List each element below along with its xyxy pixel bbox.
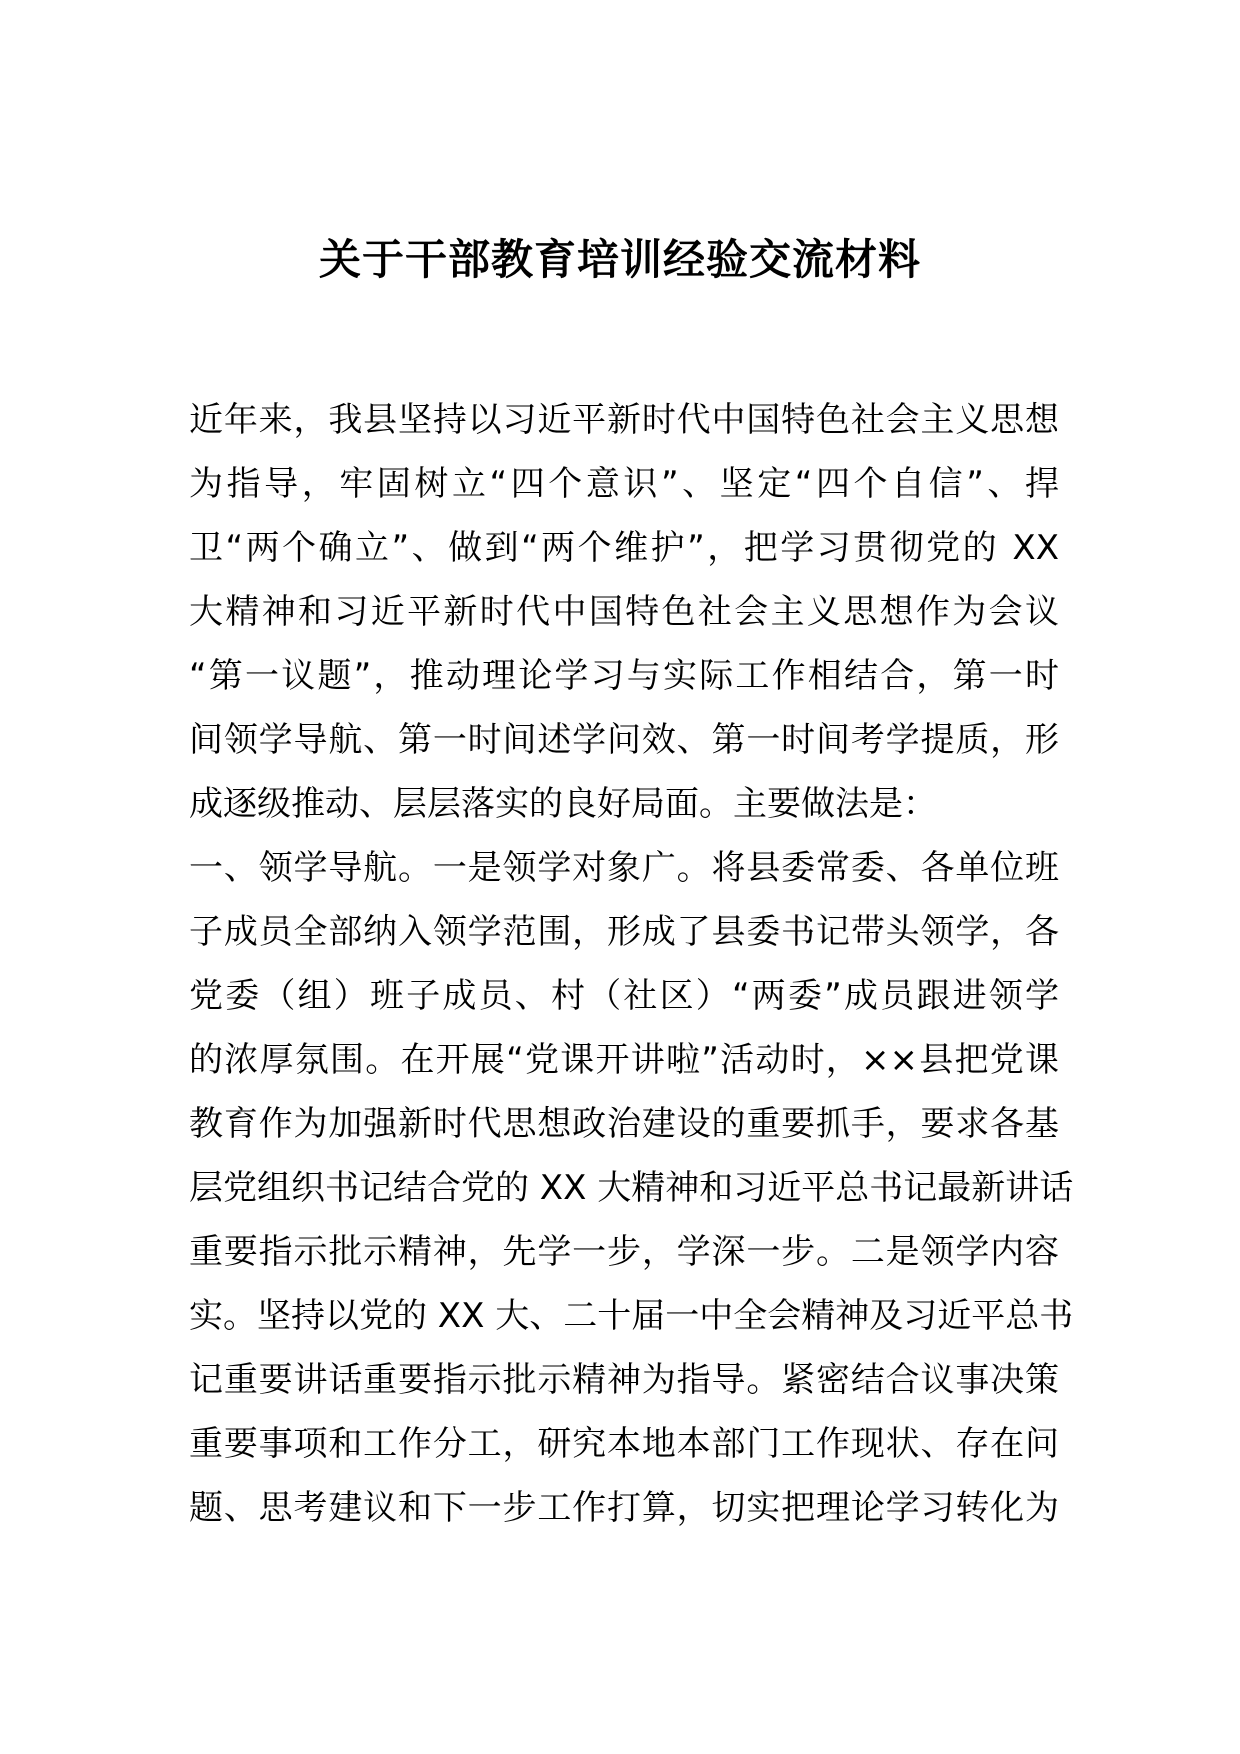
body-line-17: 重要事项和工作分工，研究本地本部门工作现状、存在问	[189, 1424, 1059, 1464]
body-line-14: 重要指示批示精神，先学一步，学深一步。二是领学内容	[189, 1232, 1059, 1272]
body-line-11: 的浓厚氛围。在开展“党课开讲啦”活动时，××县把党课	[189, 1040, 1059, 1080]
body-line-13: 层党组织书记结合党的 XX 大精神和习近平总书记最新讲话	[189, 1168, 1074, 1208]
body-line-18: 题、思考建议和下一步工作打算，切实把理论学习转化为	[189, 1488, 1059, 1528]
body-line-15: 实。坚持以党的 XX 大、二十届一中全会精神及习近平总书	[189, 1296, 1074, 1336]
document-title: 关于干部教育培训经验交流材料	[318, 235, 921, 285]
body-line-12: 教育作为加强新时代思想政治建设的重要抓手，要求各基	[189, 1104, 1059, 1144]
body-line-1: 近年来，我县坚持以习近平新时代中国特色社会主义思想	[189, 400, 1059, 440]
body-line-5: “第一议题”，推动理论学习与实际工作相结合，第一时	[189, 656, 1059, 696]
body-line-10: 党委（组）班子成员、村（社区）“两委”成员跟进领学	[189, 976, 1059, 1016]
body-line-3: 卫“两个确立”、做到“两个维护”，把学习贯彻党的 XX	[189, 528, 1059, 568]
body-line-2: 为指导，牢固树立“四个意识”、坚定“四个自信”、捍	[189, 464, 1059, 504]
body-line-8: 一、领学导航。一是领学对象广。将县委常委、各单位班	[189, 848, 1059, 888]
body-line-4: 大精神和习近平新时代中国特色社会主义思想作为会议	[189, 592, 1059, 632]
body-line-6: 间领学导航、第一时间述学问效、第一时间考学提质，形	[189, 720, 1059, 760]
body-line-7: 成逐级推动、层层落实的良好局面。主要做法是：	[189, 784, 937, 824]
document-body	[189, 388, 1074, 1540]
body-line-9: 子成员全部纳入领学范围，形成了县委书记带头领学，各	[189, 912, 1059, 952]
body-line-16: 记重要讲话重要指示批示精神为指导。紧密结合议事决策	[189, 1360, 1059, 1400]
